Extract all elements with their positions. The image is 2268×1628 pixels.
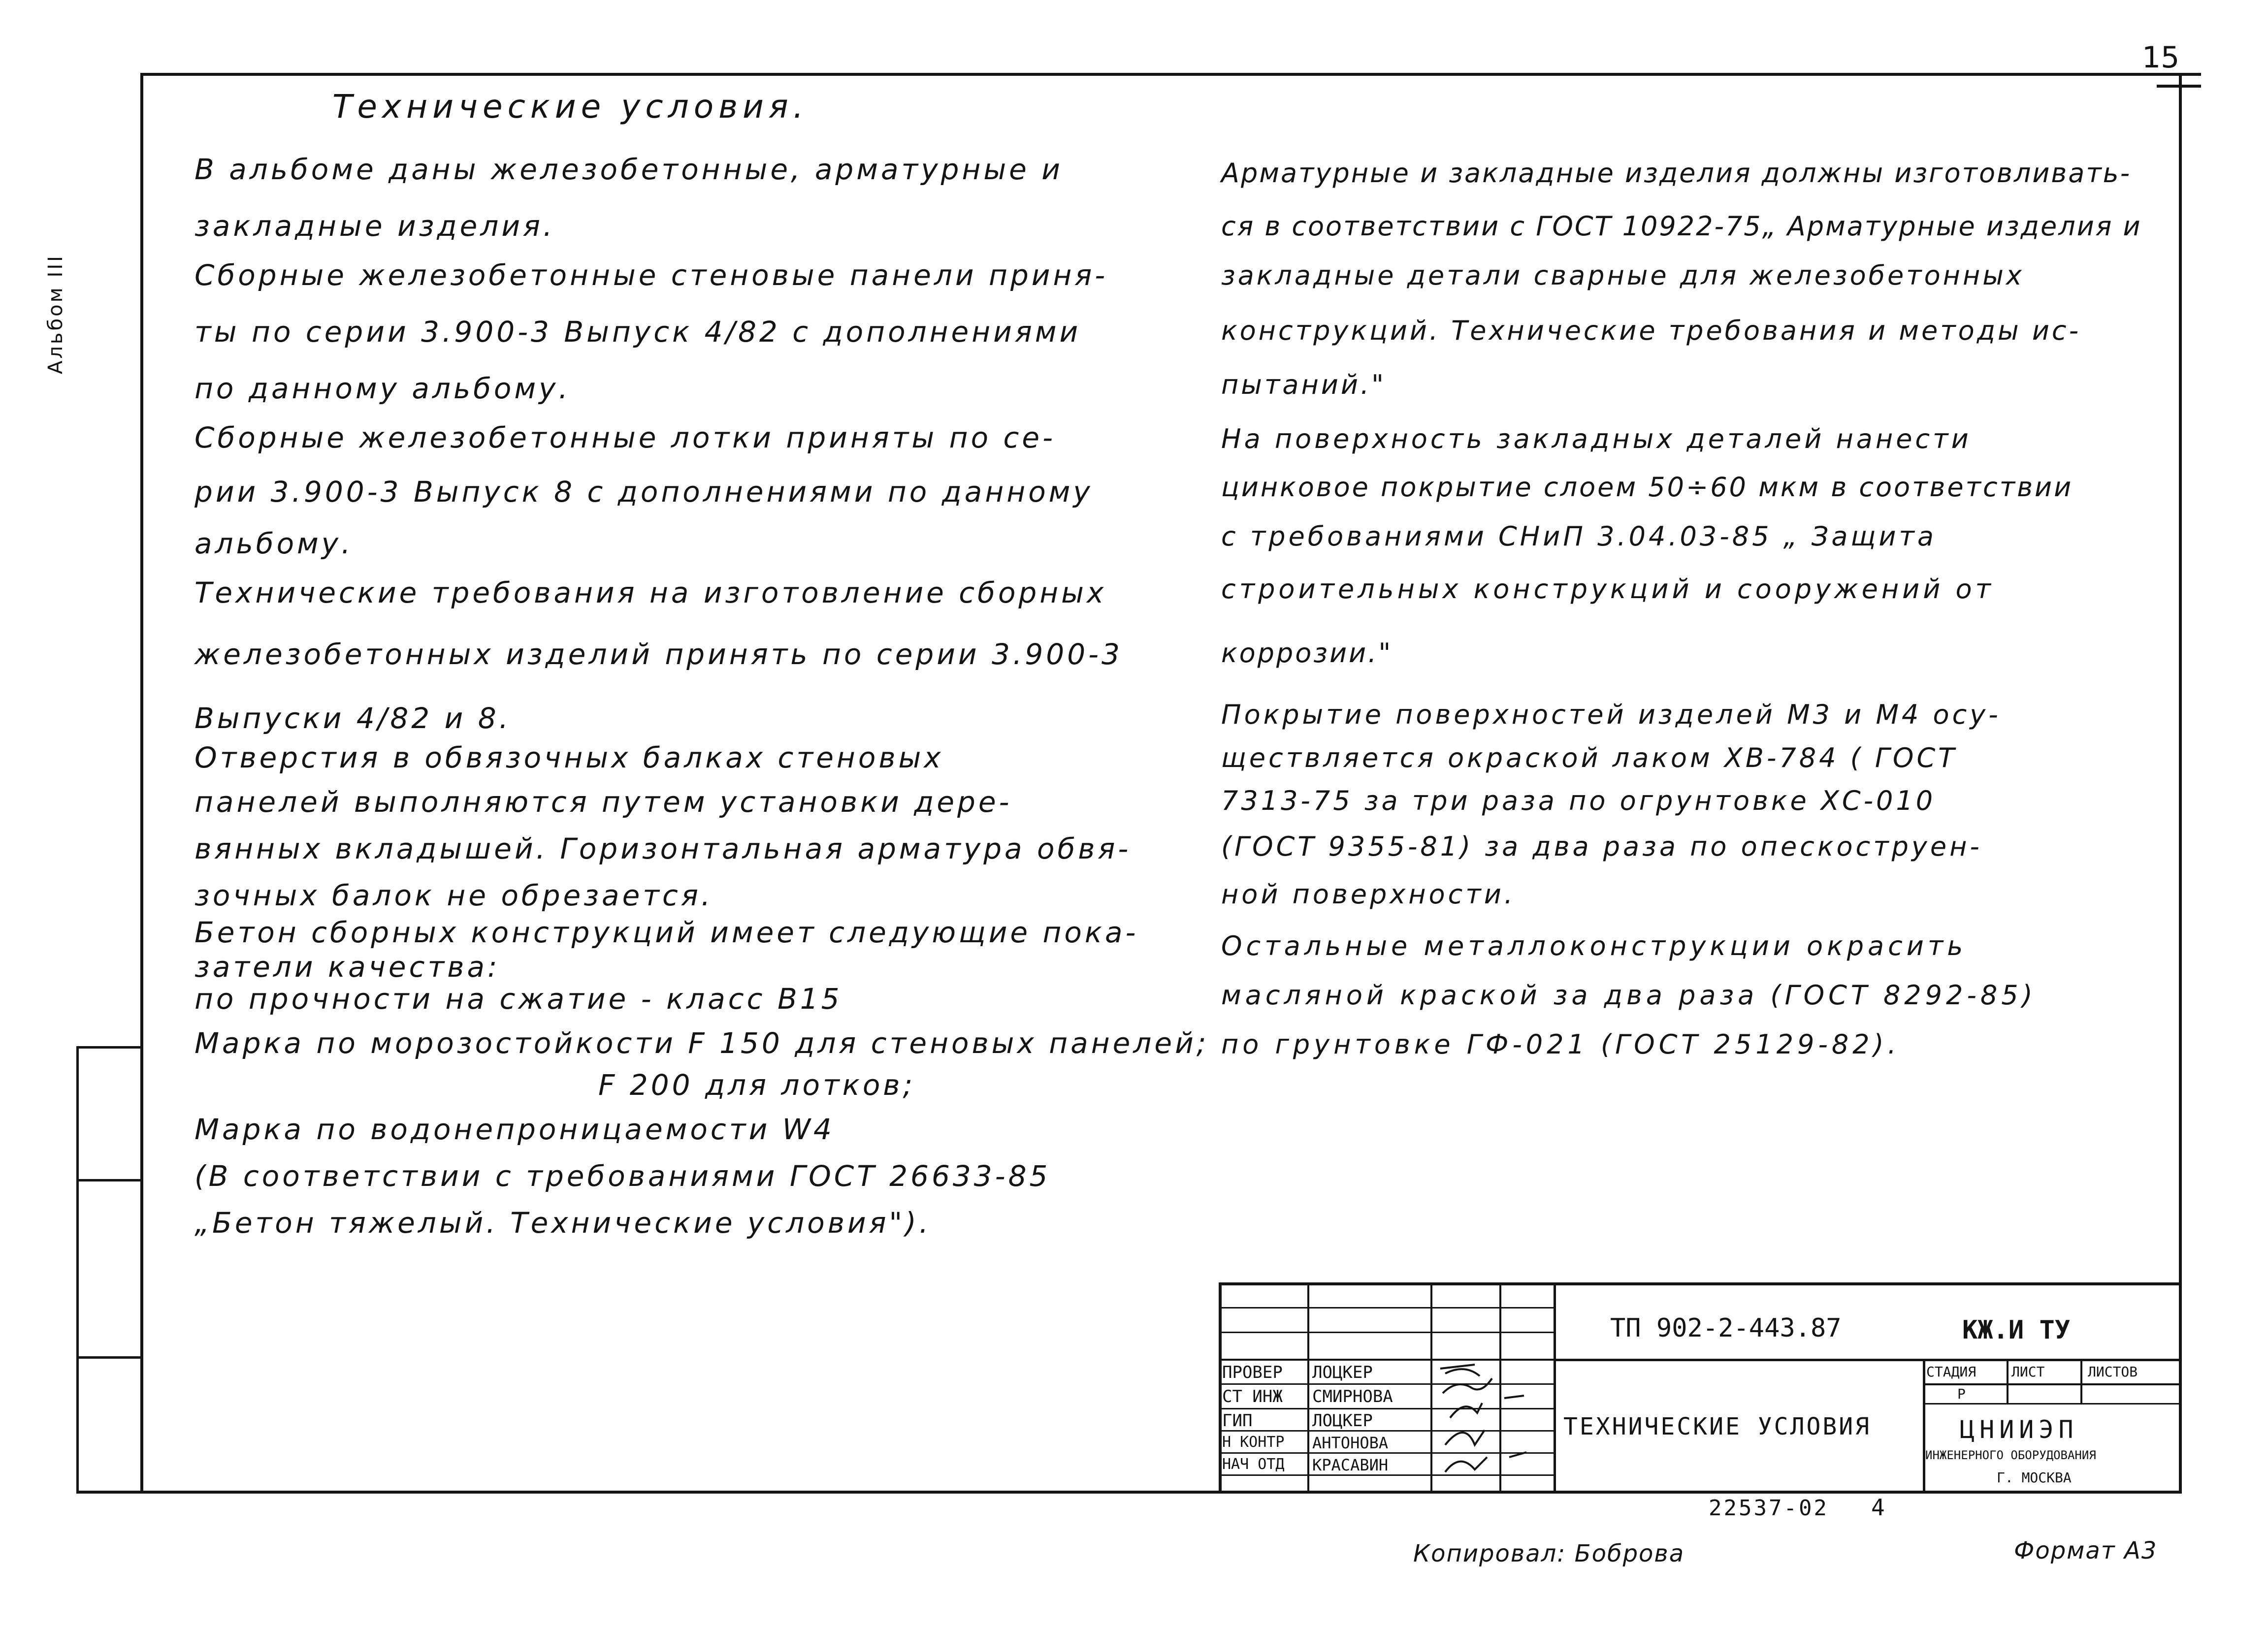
right-line: пытаний." (1221, 369, 1386, 400)
signer-role: Н КОНТР (1222, 1434, 1285, 1451)
signer-name: КРАСАВИН (1312, 1456, 1389, 1474)
stage-label: СТАДИЯ (1926, 1364, 1976, 1380)
right-line: На поверхность закладных деталей нанести (1221, 423, 1972, 454)
signer-role: НАЧ ОТД (1222, 1456, 1285, 1473)
stage-value: Р (1957, 1386, 1966, 1402)
tb-stage-line-1 (1923, 1383, 2182, 1385)
left-line: ты по серии 3.900-3 Выпуск 4/82 с дополнениями (194, 315, 1081, 349)
left-line: альбому. (194, 527, 354, 560)
margin-box-left (76, 1046, 79, 1494)
left-line: Сборные железобетонные лотки приняты по се- (194, 421, 1056, 454)
right-line: Покрытие поверхностей изделей М3 и М4 осу- (1221, 699, 2001, 730)
margin-box-div1 (76, 1179, 143, 1181)
tb-top (1219, 1282, 2182, 1285)
signer-name: АНТОНОВА (1312, 1434, 1389, 1452)
doc-code: ТП 902-2-443.87 (1610, 1313, 1842, 1343)
frame-left (140, 73, 143, 1494)
signer-name: ЛОЦКЕР (1312, 1363, 1373, 1382)
left-line: Сборные железобетонные стеновые панели приня- (194, 258, 1108, 292)
format-label: Формат А3 (2014, 1537, 2158, 1564)
right-line: масляной краской за два раза (ГОСТ 8292-85) (1221, 980, 2037, 1011)
tb-row-line (1219, 1332, 1554, 1333)
left-line: затели качества: (194, 950, 500, 984)
right-line: коррозии." (1221, 638, 1393, 669)
right-line: ной поверхности. (1221, 879, 1516, 910)
signer-role: ПРОВЕР (1222, 1363, 1283, 1382)
right-line: ся в соответствии с ГОСТ 10922-75„ Арматурные изделия и (1221, 211, 2142, 242)
left-line: Бетон сборных конструкций имеет следующие пока- (194, 916, 1139, 949)
right-line: закладные детали сварные для железобетонных (1221, 260, 2024, 291)
left-line: Технические требования на изготовление сборных (194, 576, 1107, 609)
org-city: Г. МОСКВА (1997, 1469, 2072, 1486)
tb-code-line (1554, 1359, 2182, 1361)
left-line: по данному альбому. (194, 372, 571, 405)
left-line: (В соответствии с требованиями ГОСТ 26633-85 (194, 1159, 1051, 1193)
frame-right (2179, 73, 2182, 1494)
right-line: Остальные металлоконструкции окрасить (1221, 930, 1967, 961)
tb-stage-vline-2 (2080, 1359, 2082, 1405)
right-line: строительных конструкций и сооружений от (1221, 574, 1994, 605)
tb-vline-1 (1307, 1282, 1309, 1494)
left-line: вянных вкладышей. Горизонтальная арматура обвя- (194, 832, 1132, 865)
inventory-number: 22537-02 (1709, 1496, 1829, 1521)
left-line: В альбоме даны железобетонные, арматурные и (194, 153, 1063, 186)
sheet-mark: КЖ.И ТУ (1962, 1315, 2071, 1345)
left-line: Марка по водонепроницаемости W4 (194, 1113, 835, 1146)
tb-left (1219, 1282, 1222, 1494)
tb-vline-4 (1554, 1282, 1556, 1494)
left-line: Отверстия в обвязочных балках стеновых (194, 741, 944, 774)
page-number: 15 (2142, 40, 2180, 75)
signer-role: СТ ИНЖ (1222, 1387, 1283, 1406)
left-line: Выпуски 4/82 и 8. (194, 702, 512, 735)
left-line: F 200 для лотков; (598, 1068, 916, 1102)
left-line: по прочности на сжатие - класс В15 (194, 982, 842, 1016)
frame-bottom (76, 1491, 2182, 1494)
sheets-label: ЛИСТОВ (2088, 1364, 2138, 1380)
margin-box-top (76, 1046, 143, 1049)
right-line: Арматурные и закладные изделия должны изготовливать- (1221, 158, 2132, 189)
margin-box-div2 (76, 1356, 143, 1359)
right-line: с требованиями СНиП 3.04.03-85 „ Защита (1221, 521, 1937, 552)
tb-stage-line-2 (1923, 1403, 2182, 1405)
signer-role: ГИП (1222, 1411, 1253, 1431)
inventory-sheet: 4 (1871, 1494, 1885, 1521)
signer-name: СМИРНОВА (1312, 1387, 1393, 1406)
tb-vline-5 (1923, 1359, 1925, 1494)
frame-top (140, 73, 2201, 76)
left-line: Марка по морозостойкости F 150 для стеновых панелей; (194, 1026, 1209, 1060)
copied-by: Копировал: Боброва (1413, 1540, 1685, 1567)
left-line: панелей выполняются путем установки дере- (194, 785, 1012, 819)
left-line: закладные изделия. (194, 209, 555, 243)
right-line: ществляется окраской лаком ХВ-784 ( ГОСТ (1221, 742, 1958, 773)
right-line: (ГОСТ 9355-81) за два раза по опескоструен- (1221, 831, 1982, 862)
sheet-title: ТЕХНИЧЕСКИЕ УСЛОВИЯ (1563, 1413, 1872, 1440)
right-line: 7313-75 за три раза по огрунтовке ХС-010 (1221, 785, 1936, 816)
left-line: железобетонных изделий принять по серии 3.900-3 (194, 638, 1123, 671)
album-label: Альбом III (44, 254, 67, 374)
left-line: „Бетон тяжелый. Технические условия"). (194, 1206, 932, 1240)
page-title: Технические условия. (332, 88, 809, 126)
tb-row-line (1219, 1307, 1554, 1309)
tb-stage-vline-1 (2007, 1359, 2009, 1405)
signer-name: ЛОЦКЕР (1312, 1411, 1373, 1431)
signatures-graphic (1430, 1359, 1554, 1492)
org-sub: ИНЖЕНЕРНОГО ОБОРУДОВАНИЯ (1925, 1448, 2096, 1462)
left-line: зочных балок не обрезается. (194, 879, 713, 912)
sheet-label: ЛИСТ (2011, 1364, 2045, 1380)
left-line: рии 3.900-3 Выпуск 8 с дополнениями по данному (194, 475, 1093, 509)
right-line: конструкций. Технические требования и методы ис- (1221, 315, 2081, 346)
org-name: ЦНИИЭП (1960, 1415, 2078, 1444)
right-line: цинковое покрытие слоем 50÷60 мкм в соответствии (1221, 472, 2074, 503)
right-line: по грунтовке ГФ-021 (ГОСТ 25129-82). (1221, 1029, 1900, 1060)
